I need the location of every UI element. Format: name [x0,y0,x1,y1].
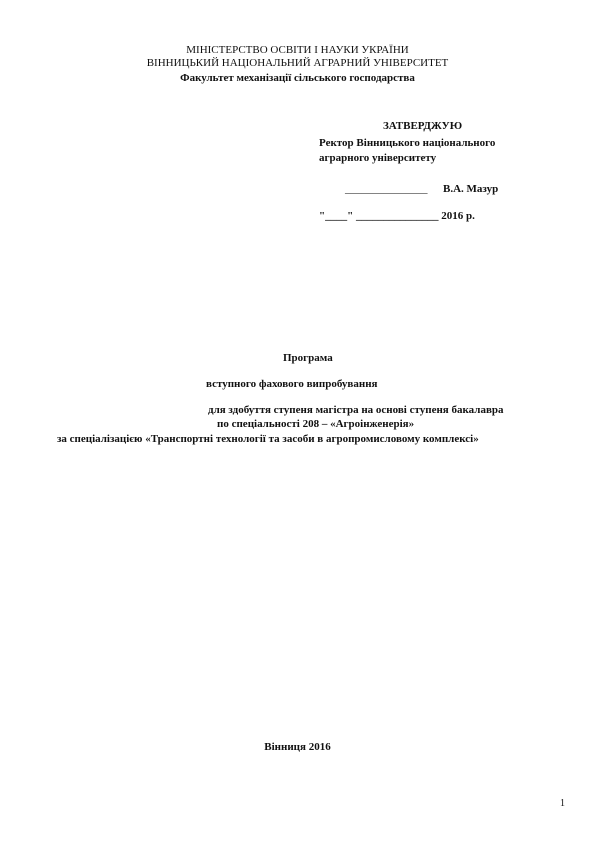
program-line1: вступного фахового випробування [206,378,378,390]
date-month-blank: _______________ [355,210,439,222]
university-name: ВІННИЦЬКИЙ НАЦІОНАЛЬНИЙ АГРАРНИЙ УНІВЕРСИТЕТ [146,57,449,69]
signature-blank: _______________ [345,183,428,195]
approval-date-row [319,210,475,223]
page-number: 1 [560,798,565,809]
signature-row [345,183,498,196]
date-year: 2016 р. [441,210,475,222]
approval-title: ЗАТВЕРДЖУЮ [383,120,463,132]
approval-position-line1: Ректор Вінницького національного [319,137,496,149]
ministry-name: МІНІСТЕРСТВО ОСВІТИ І НАУКИ УКРАЇНИ [186,44,409,56]
program-line4: за спеціалізацією «Транспортні технології та засоби в агропромисловому комплексі» [57,433,479,445]
program-line3: по спеціальності 208 – «Агроінженерія» [217,418,415,430]
faculty-name: Факультет механізації сільського господарства [180,72,415,84]
date-day: "____" [319,210,354,222]
signer-name: В.А. Мазур [443,183,499,195]
city-year: Вінниця 2016 [264,741,331,753]
approval-position-line2: аграрного університету [319,152,437,164]
program-title: Програма [283,352,333,364]
program-line2: для здобуття ступеня магістра на основі ступеня бакалавра [208,404,504,416]
